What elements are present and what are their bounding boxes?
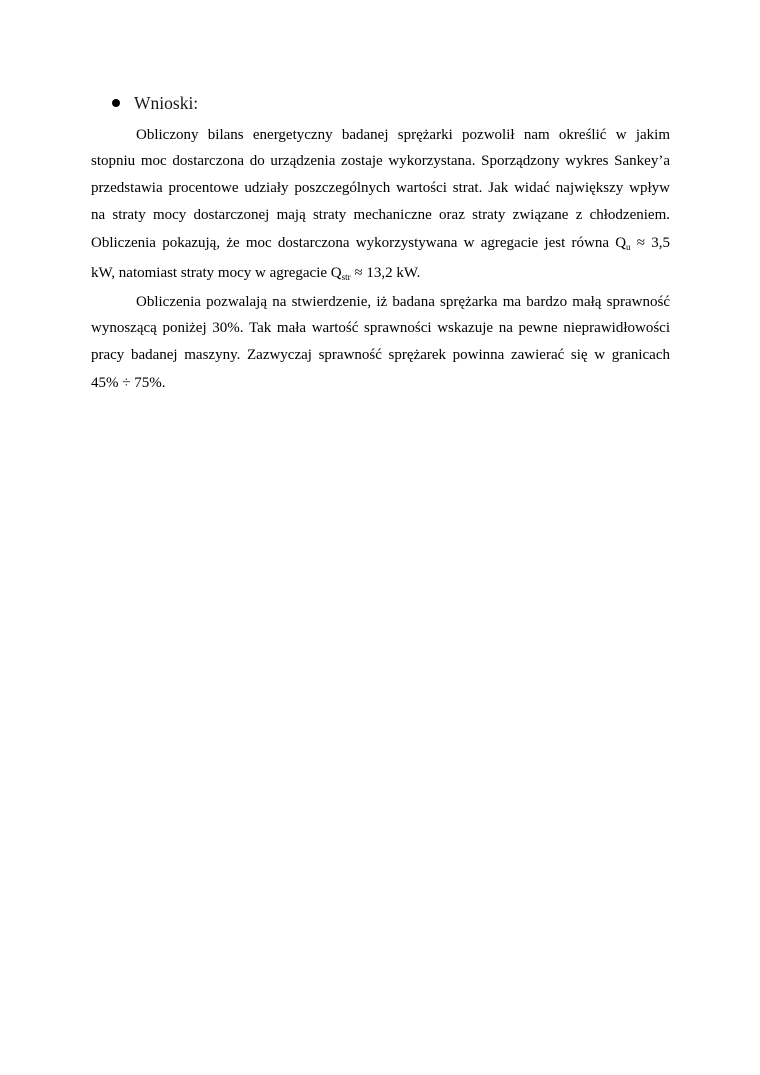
paragraph-1-line-6 (91, 263, 670, 283)
section-heading (112, 92, 198, 114)
line-6-text: kW, natomiast straty mocy w agregacie Q (91, 265, 342, 281)
line-5-text: Obliczenia pokazują, że moc dostarczona wykorzystywana w agregacie jest równa Q (91, 235, 627, 251)
q-u-subscript: u (626, 242, 631, 252)
paragraph-1-line-2: stopniu moc dostarczona do urządzenia zostaje wykorzystana. Sporządzony wykres Sankey’a (91, 153, 670, 169)
paragraph-2-line-3: pracy badanej maszyny. Zazwyczaj sprawność sprężarek powinna zawierać się w granicach (91, 347, 670, 363)
line-6-tail: ≈ 13,2 kW. (350, 265, 421, 281)
bullet-icon (112, 99, 120, 107)
paragraph-1-line-5 (91, 233, 670, 253)
paragraph-1-line-4: na straty mocy dostarczonej mają straty mechaniczne oraz straty związane z chłodzeniem. (91, 207, 670, 223)
paragraph-1-line-1: Obliczony bilans energetyczny badanej sprężarki pozwolił nam określić w jakim (136, 127, 670, 143)
q-str-subscript: str (341, 272, 351, 282)
heading-text: Wnioski: (134, 93, 199, 113)
paragraph-2-line-1: Obliczenia pozwalają na stwierdzenie, iż badana sprężarka ma bardzo małą sprawność (136, 294, 670, 310)
line-5-tail: ≈ 3,5 (630, 235, 670, 251)
paragraph-2-line-4: 45% ÷ 75%. (91, 375, 166, 391)
paragraph-2-line-2: wynoszącą poniżej 30%. Tak mała wartość sprawności wskazuje na pewne nieprawidłowości (91, 320, 670, 336)
paragraph-1-line-3: przedstawia procentowe udziały poszczególnych wartości strat. Jak widać największy wpływ (91, 180, 670, 196)
